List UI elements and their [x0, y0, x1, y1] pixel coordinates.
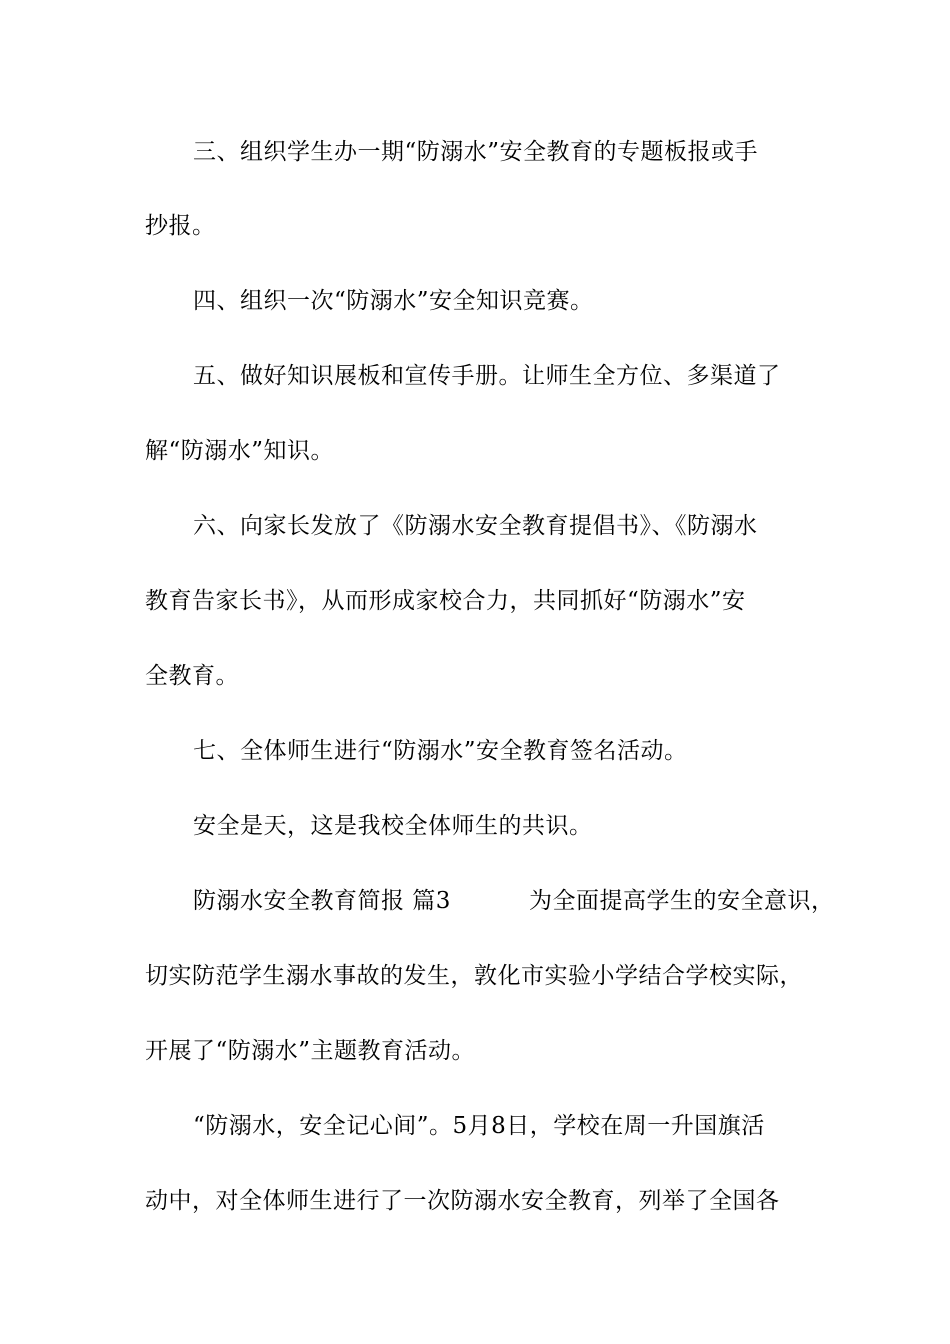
- text-line: 解“防溺水”知识。: [145, 438, 335, 464]
- section-heading: 防溺水安全教育简报 篇3: [193, 888, 451, 914]
- text-line: 教育告家长书》，从而形成家校合力，共同抓好“防溺水”安: [145, 588, 746, 614]
- text-line: 安全是天，这是我校全体师生的共识。: [193, 813, 593, 839]
- text-line: 七、全体师生进行“防溺水”安全教育签名活动。: [193, 738, 688, 764]
- text-line: 三、组织学生办一期“防溺水”安全教育的专题板报或手: [193, 139, 759, 165]
- text-line: 全教育。: [145, 663, 239, 689]
- text-line: 动中，对全体师生进行了一次防溺水安全教育，列举了全国各: [145, 1188, 780, 1214]
- text-line: 切实防范学生溺水事故的发生，敦化市实验小学结合学校实际，: [145, 963, 803, 989]
- text-line: 四、组织一次“防溺水”安全知识竞赛。: [193, 288, 594, 314]
- text-line: 开展了“防溺水”主题教育活动。: [145, 1038, 476, 1064]
- section-heading-line: [193, 886, 893, 916]
- text-line: 为全面提高学生的安全意识，: [528, 888, 835, 914]
- text-line: 六、向家长发放了《防溺水安全教育提倡书》、《防溺水: [193, 513, 758, 539]
- text-line: 抄报。: [145, 213, 216, 239]
- text-line: “防溺水，安全记心间”。5月8日，学校在周一升国旗活: [193, 1113, 765, 1139]
- text-line: 五、做好知识展板和宣传手册。让师生全方位、多渠道了: [193, 363, 781, 389]
